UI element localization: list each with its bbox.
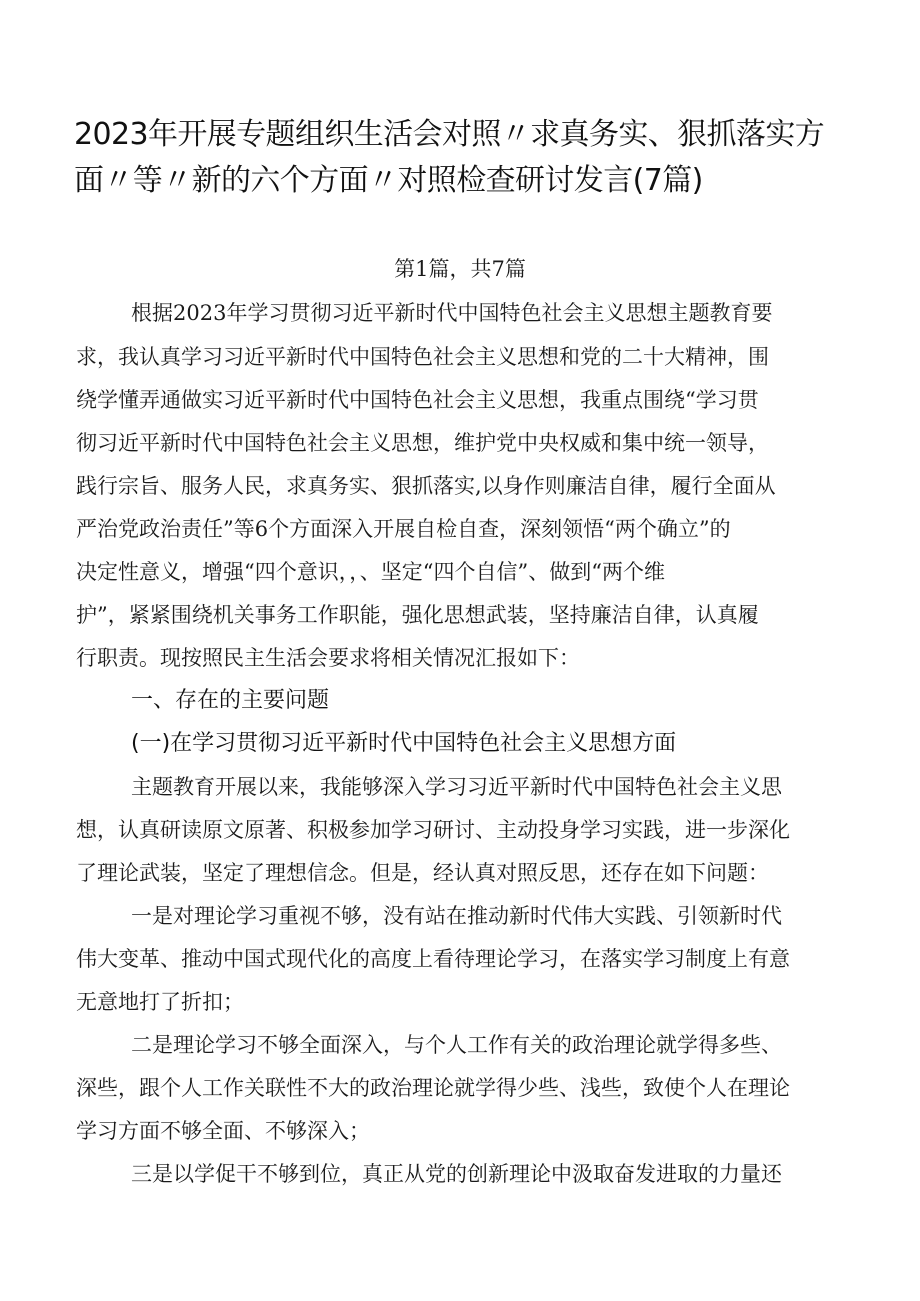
- paragraph-line: 了理论武装，坚定了理想信念。但是，经认真对照反思，还存在如下问题：: [76, 861, 769, 885]
- paragraph-line: 主题教育开展以来，我能够深入学习习近平新时代中国特色社会主义思: [131, 775, 782, 799]
- intro-line: 彻习近平新时代中国特色社会主义思想，维护党中央权威和集中统一领导，: [76, 431, 769, 455]
- paragraph-line: 深些，跟个人工作关联性不大的政治理论就学得少些、浅些，致使个人在理论: [76, 1076, 790, 1100]
- paragraph-line: 二是理论学习不够全面深入，与个人工作有关的政治理论就学得多些、: [131, 1033, 782, 1057]
- intro-line: 根据2023年学习贯彻习近平新时代中国特色社会主义思想主题教育要: [131, 301, 773, 325]
- intro-line: 护”，紧紧围绕机关事务工作职能，强化思想武装，坚持廉洁自律，认真履: [76, 603, 759, 627]
- intro-line: 决定性意义，增强“四个意识，，、坚定“四个自信”、做到“两个维: [76, 560, 665, 584]
- document-title: [74, 112, 854, 204]
- paragraph-line: 三是以学促干不够到位，真正从党的创新理论中汲取奋发进取的力量还: [131, 1162, 782, 1186]
- title-line: 2023年开展专题组织生活会对照〃求真务实、狠抓落实方: [74, 117, 825, 152]
- part-label: 第1篇，共7篇: [394, 257, 526, 281]
- title-line: 面〃等〃新的六个方面〃对照检查研讨发言(7篇): [74, 163, 703, 198]
- intro-line: 行职责。现按照民主生活会要求将相关情况汇报如下：: [76, 646, 580, 670]
- paragraph-line: 想，认真研读原文原著、积极参加学习研讨、主动投身学习实践，进一步深化: [76, 818, 790, 842]
- intro-line: 求，我认真学习习近平新时代中国特色社会主义思想和党的二十大精神，围: [76, 345, 769, 369]
- subsection-heading: (一)在学习贯彻习近平新时代中国特色社会主义思想方面: [131, 731, 677, 756]
- paragraph-line: 无意地打了折扣；: [76, 990, 244, 1014]
- section-heading: 一、存在的主要问题: [131, 688, 330, 713]
- intro-line: 践行宗旨、服务人民，求真务实、狠抓落实,以身作则廉洁自律，履行全面从: [76, 474, 776, 498]
- paragraph-line: 一是对理论学习重视不够，没有站在推动新时代伟大实践、引领新时代: [131, 904, 782, 928]
- intro-line: 绕学懂弄通做实习近平新时代中国特色社会主义思想，我重点围绕“学习贯: [76, 388, 759, 412]
- paragraph-line: 伟大变革、推动中国式现代化的高度上看待理论学习，在落实学习制度上有意: [76, 947, 790, 971]
- intro-line: 严治党政治责任”等6个方面深入开展自检自查，深刻领悟“两个确立”的: [76, 517, 731, 541]
- paragraph-line: 学习方面不够全面、不够深入；: [76, 1119, 370, 1143]
